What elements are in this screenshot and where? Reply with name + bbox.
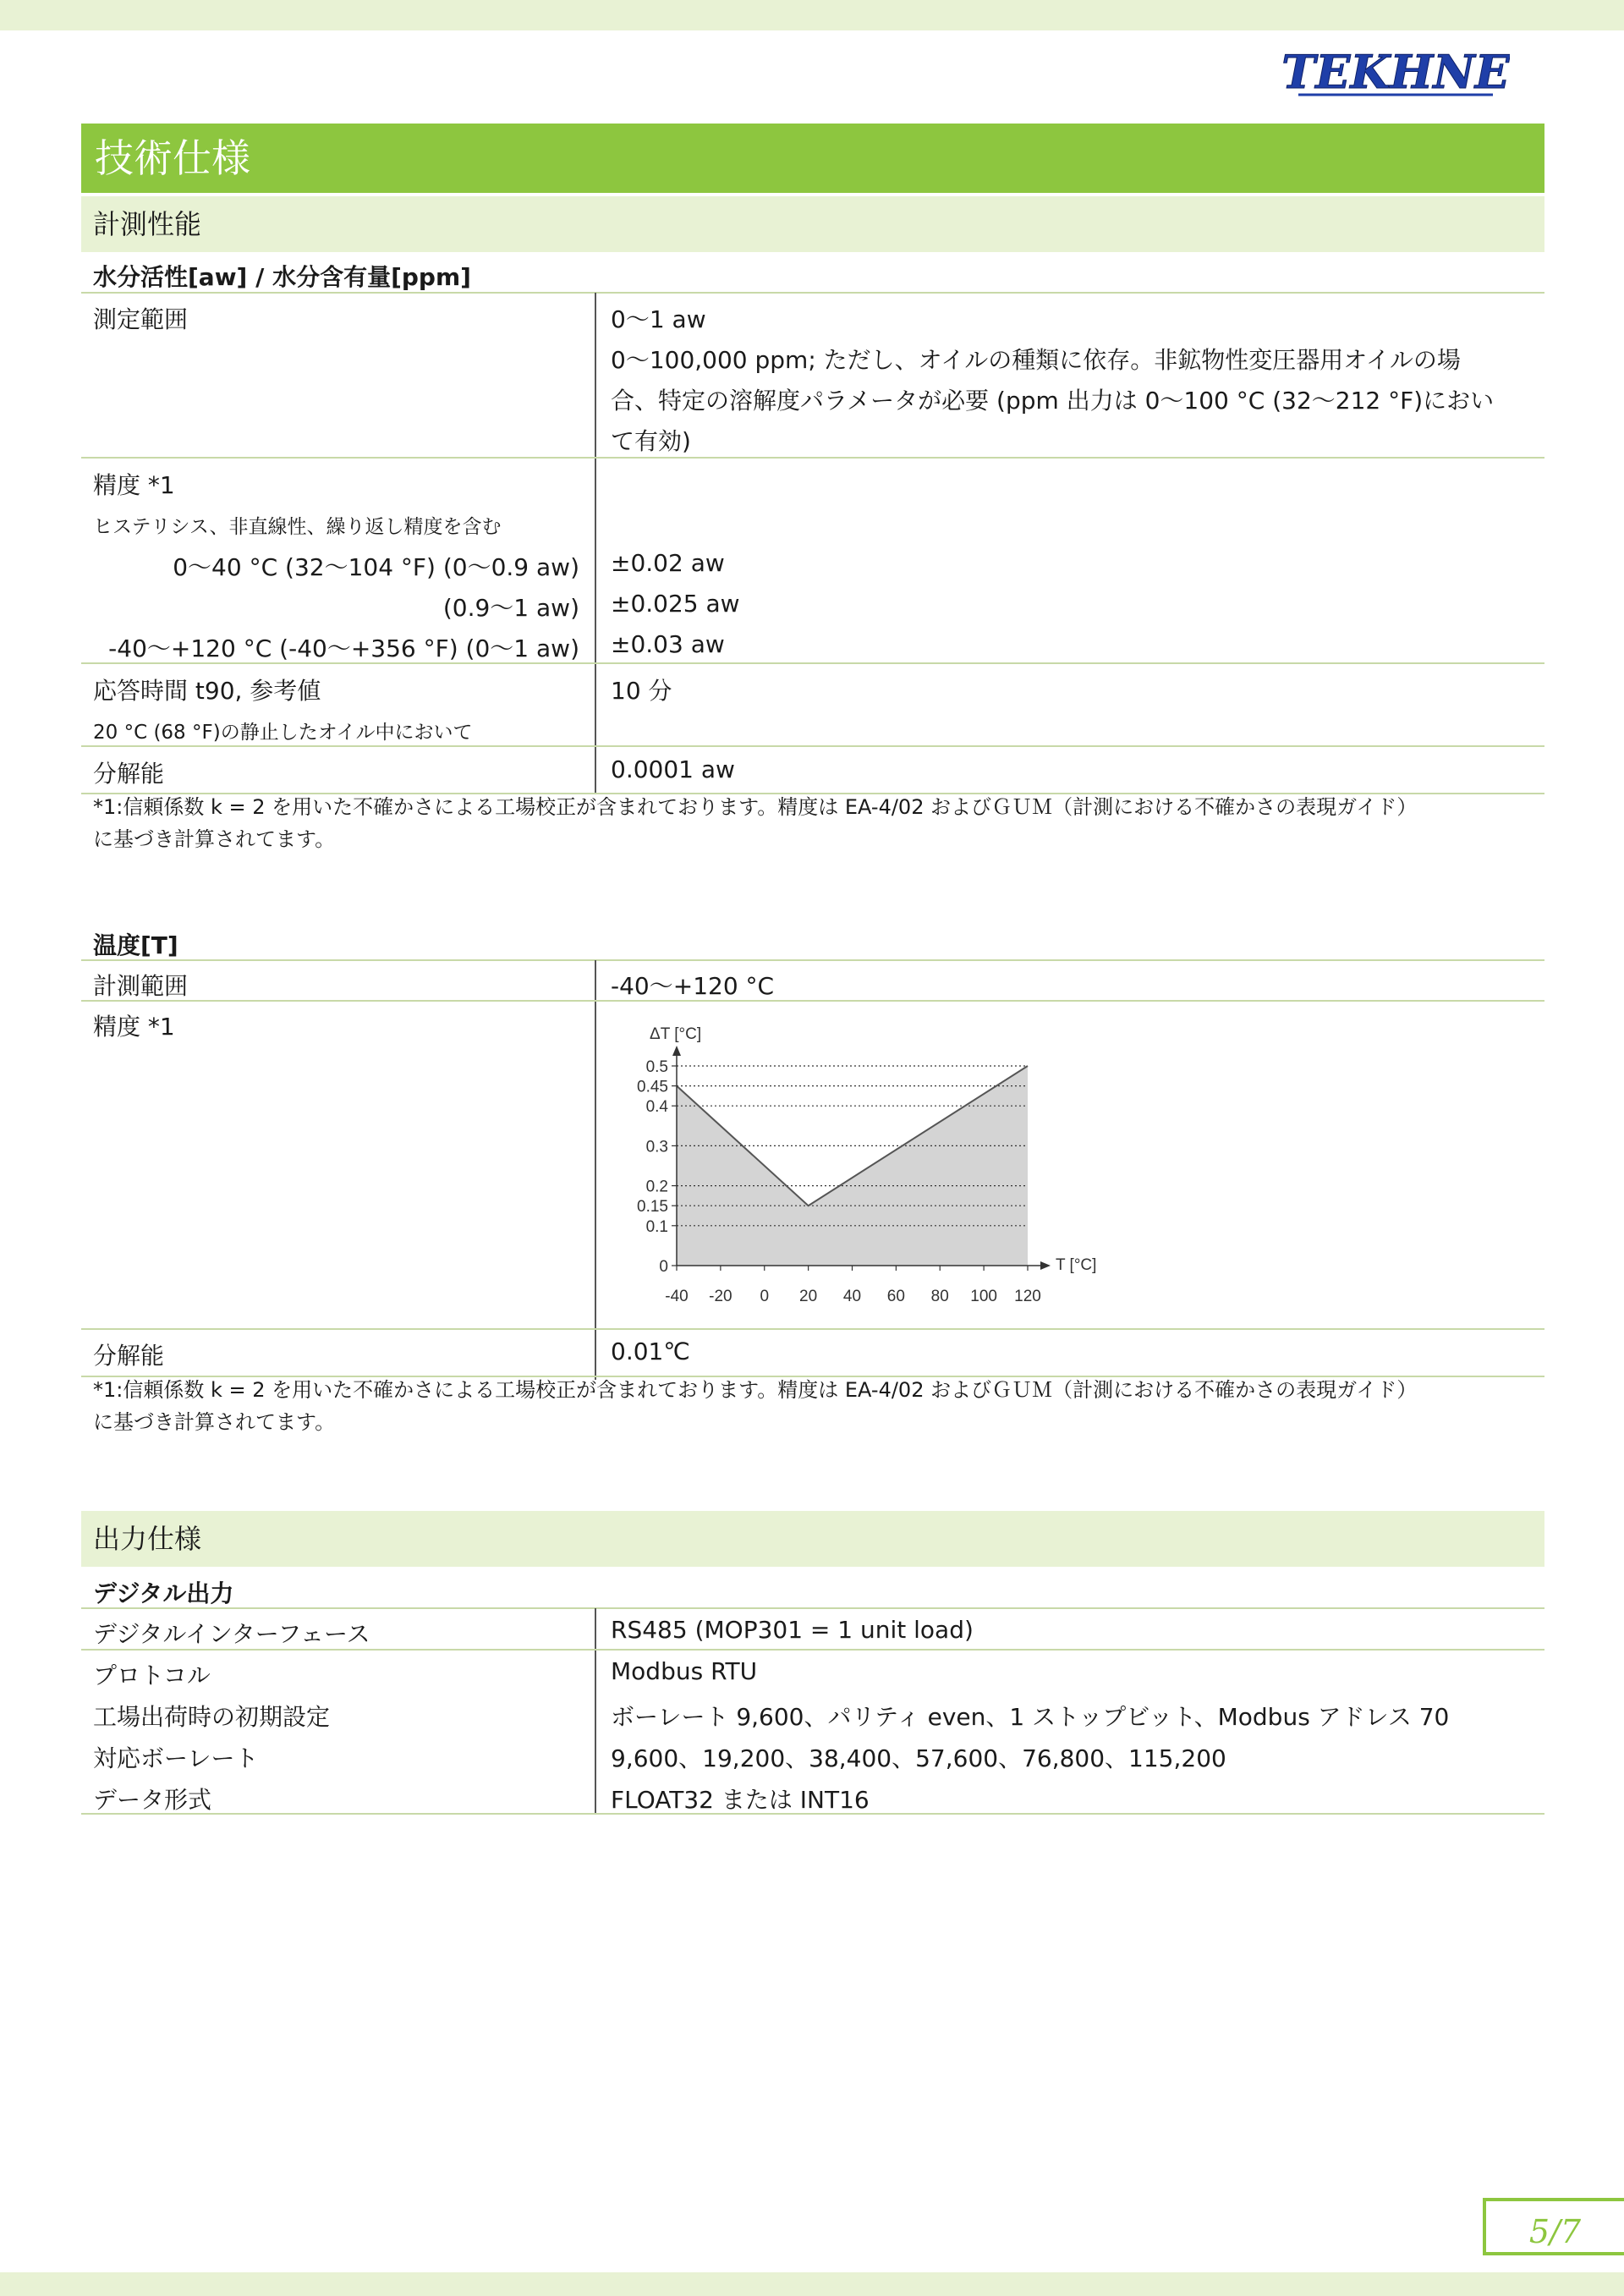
y-tick-label: 0.3 [645,1138,668,1156]
resolution-label: 分解能 [93,760,165,788]
range-value-3: 合、特定の溶解度パラメータが必要 (ppm 出力は 0～100 °C (32～212 °F)におい [611,387,1495,415]
footnote-line-2: に基づき計算されてます。 [93,827,336,851]
output-row-value: 9,600、19,200、38,400、57,600、76,800、115,200 [611,1744,1226,1772]
response-label: 応答時間 t90, 参考値 [93,677,321,705]
output-row-value: FLOAT32 または INT16 [611,1786,870,1814]
section-output: 出力仕様 [81,1511,1544,1567]
accuracy-condition-2: (0.9～1 aw) [442,594,579,622]
accuracy-condition-3: -40～+120 °C (-40～+356 °F) (0～1 aw) [108,634,579,662]
x-tick-label: 80 [930,1288,949,1305]
x-tick-label: 0 [760,1288,770,1305]
output-row-value: ボーレート 9,600、パリティ even、1 ストップビット、Modbus アドレス 70 [611,1703,1450,1731]
y-tick-label: 0.45 [637,1078,668,1096]
response-value: 10 分 [611,677,672,705]
x-tick-label: 20 [799,1288,818,1305]
response-note: 20 °C (68 °F)の静止したオイル中において [93,722,473,744]
divider [81,959,1544,961]
accuracy-value-3: ±0.03 aw [611,630,725,658]
divider [81,745,1544,747]
y-tick-label: 0.1 [645,1217,668,1236]
output-row-value: RS485 (MOP301 = 1 unit load) [611,1616,974,1644]
divider [81,1328,1544,1330]
page-number: 5/7 [1483,2198,1624,2255]
y-tick-label: 0.5 [645,1058,668,1076]
output-row-label: データ形式 [93,1786,212,1814]
x-tick-label: 120 [1014,1288,1041,1305]
accuracy-label: 精度 *1 [93,471,175,499]
temp-resolution-label: 分解能 [93,1342,165,1370]
bottom-band [0,2272,1624,2296]
temp-footnote-line-2: に基づき計算されてます。 [93,1410,336,1434]
divider [81,292,1544,294]
range-value-4: て有効) [611,427,691,455]
divider [81,1000,1544,1002]
temp-footnote-line-1: *1:信頼係数 k = 2 を用いた不確かさによる工場校正が含まれております。精度は EA-4/02 およびＧＵＭ（計測における不確かさの表現ガイド） [93,1378,1418,1402]
divider [81,457,1544,459]
output-row-label: 対応ボーレート [93,1744,259,1772]
temp-resolution-value: 0.01℃ [611,1338,690,1365]
divider [81,662,1544,664]
accuracy-value-1: ±0.02 aw [611,549,725,577]
accuracy-value-2: ±0.025 aw [611,590,740,618]
y-tick-label: 0.15 [637,1198,668,1217]
range-value-2: 0～100,000 ppm; ただし、オイルの種類に依存。非鉱物性変圧器用オイルの場 [611,346,1461,374]
temperature-accuracy-chart [617,1015,1116,1320]
x-axis-arrow [1040,1261,1051,1270]
temperature-heading: 温度[T] [93,931,178,959]
range-label: 測定範囲 [93,305,189,333]
tekhne-logo [1281,44,1510,102]
divider [81,1607,1544,1609]
output-row-label: デジタルインターフェース [93,1620,370,1648]
x-tick-label: 60 [886,1288,905,1305]
x-tick-label: -20 [709,1288,732,1305]
moisture-heading: 水分活性[aw] / 水分含有量[ppm] [93,263,471,291]
accuracy-area [677,1066,1028,1266]
x-axis-label: T [°C] [1056,1256,1097,1274]
divider [81,1813,1544,1815]
column-divider [595,293,596,794]
output-row-label: プロトコル [93,1662,211,1689]
y-axis-arrow [672,1046,681,1056]
accuracy-condition-1: 0～40 °C (32～104 °F) (0～0.9 aw) [173,553,579,581]
accuracy-note: ヒステリシス、非直線性、繰り返し精度を含む [93,516,502,538]
y-tick-label: 0 [659,1258,668,1276]
x-tick-label: -40 [665,1288,689,1305]
footnote-line-1: *1:信頼係数 k = 2 を用いた不確かさによる工場校正が含まれております。精度は EA-4/02 およびＧＵＭ（計測における不確かさの表現ガイド） [93,795,1418,819]
digital-output-heading: デジタル出力 [93,1579,234,1607]
logo-text: TEKHNE [1281,45,1510,99]
divider [81,1649,1544,1651]
top-band [0,0,1624,30]
y-axis-label: ΔT [°C] [650,1025,702,1043]
temp-accuracy-label: 精度 *1 [93,1013,175,1041]
y-tick-label: 0.4 [645,1098,668,1117]
y-tick-label: 0.2 [645,1178,668,1196]
resolution-value: 0.0001 aw [611,755,735,783]
temp-range-value: -40～+120 °C [611,972,775,1000]
output-row-label: 工場出荷時の初期設定 [93,1703,331,1731]
column-divider [595,1608,596,1814]
page-title: 技術仕様 [81,124,1544,193]
x-tick-label: 100 [970,1288,997,1305]
range-value-1: 0～1 aw [611,305,706,333]
column-divider [595,960,596,1380]
output-row-value: Modbus RTU [611,1657,758,1685]
temp-range-label: 計測範囲 [93,972,189,1000]
x-tick-label: 40 [842,1288,862,1305]
section-measurement: 計測性能 [81,196,1544,252]
